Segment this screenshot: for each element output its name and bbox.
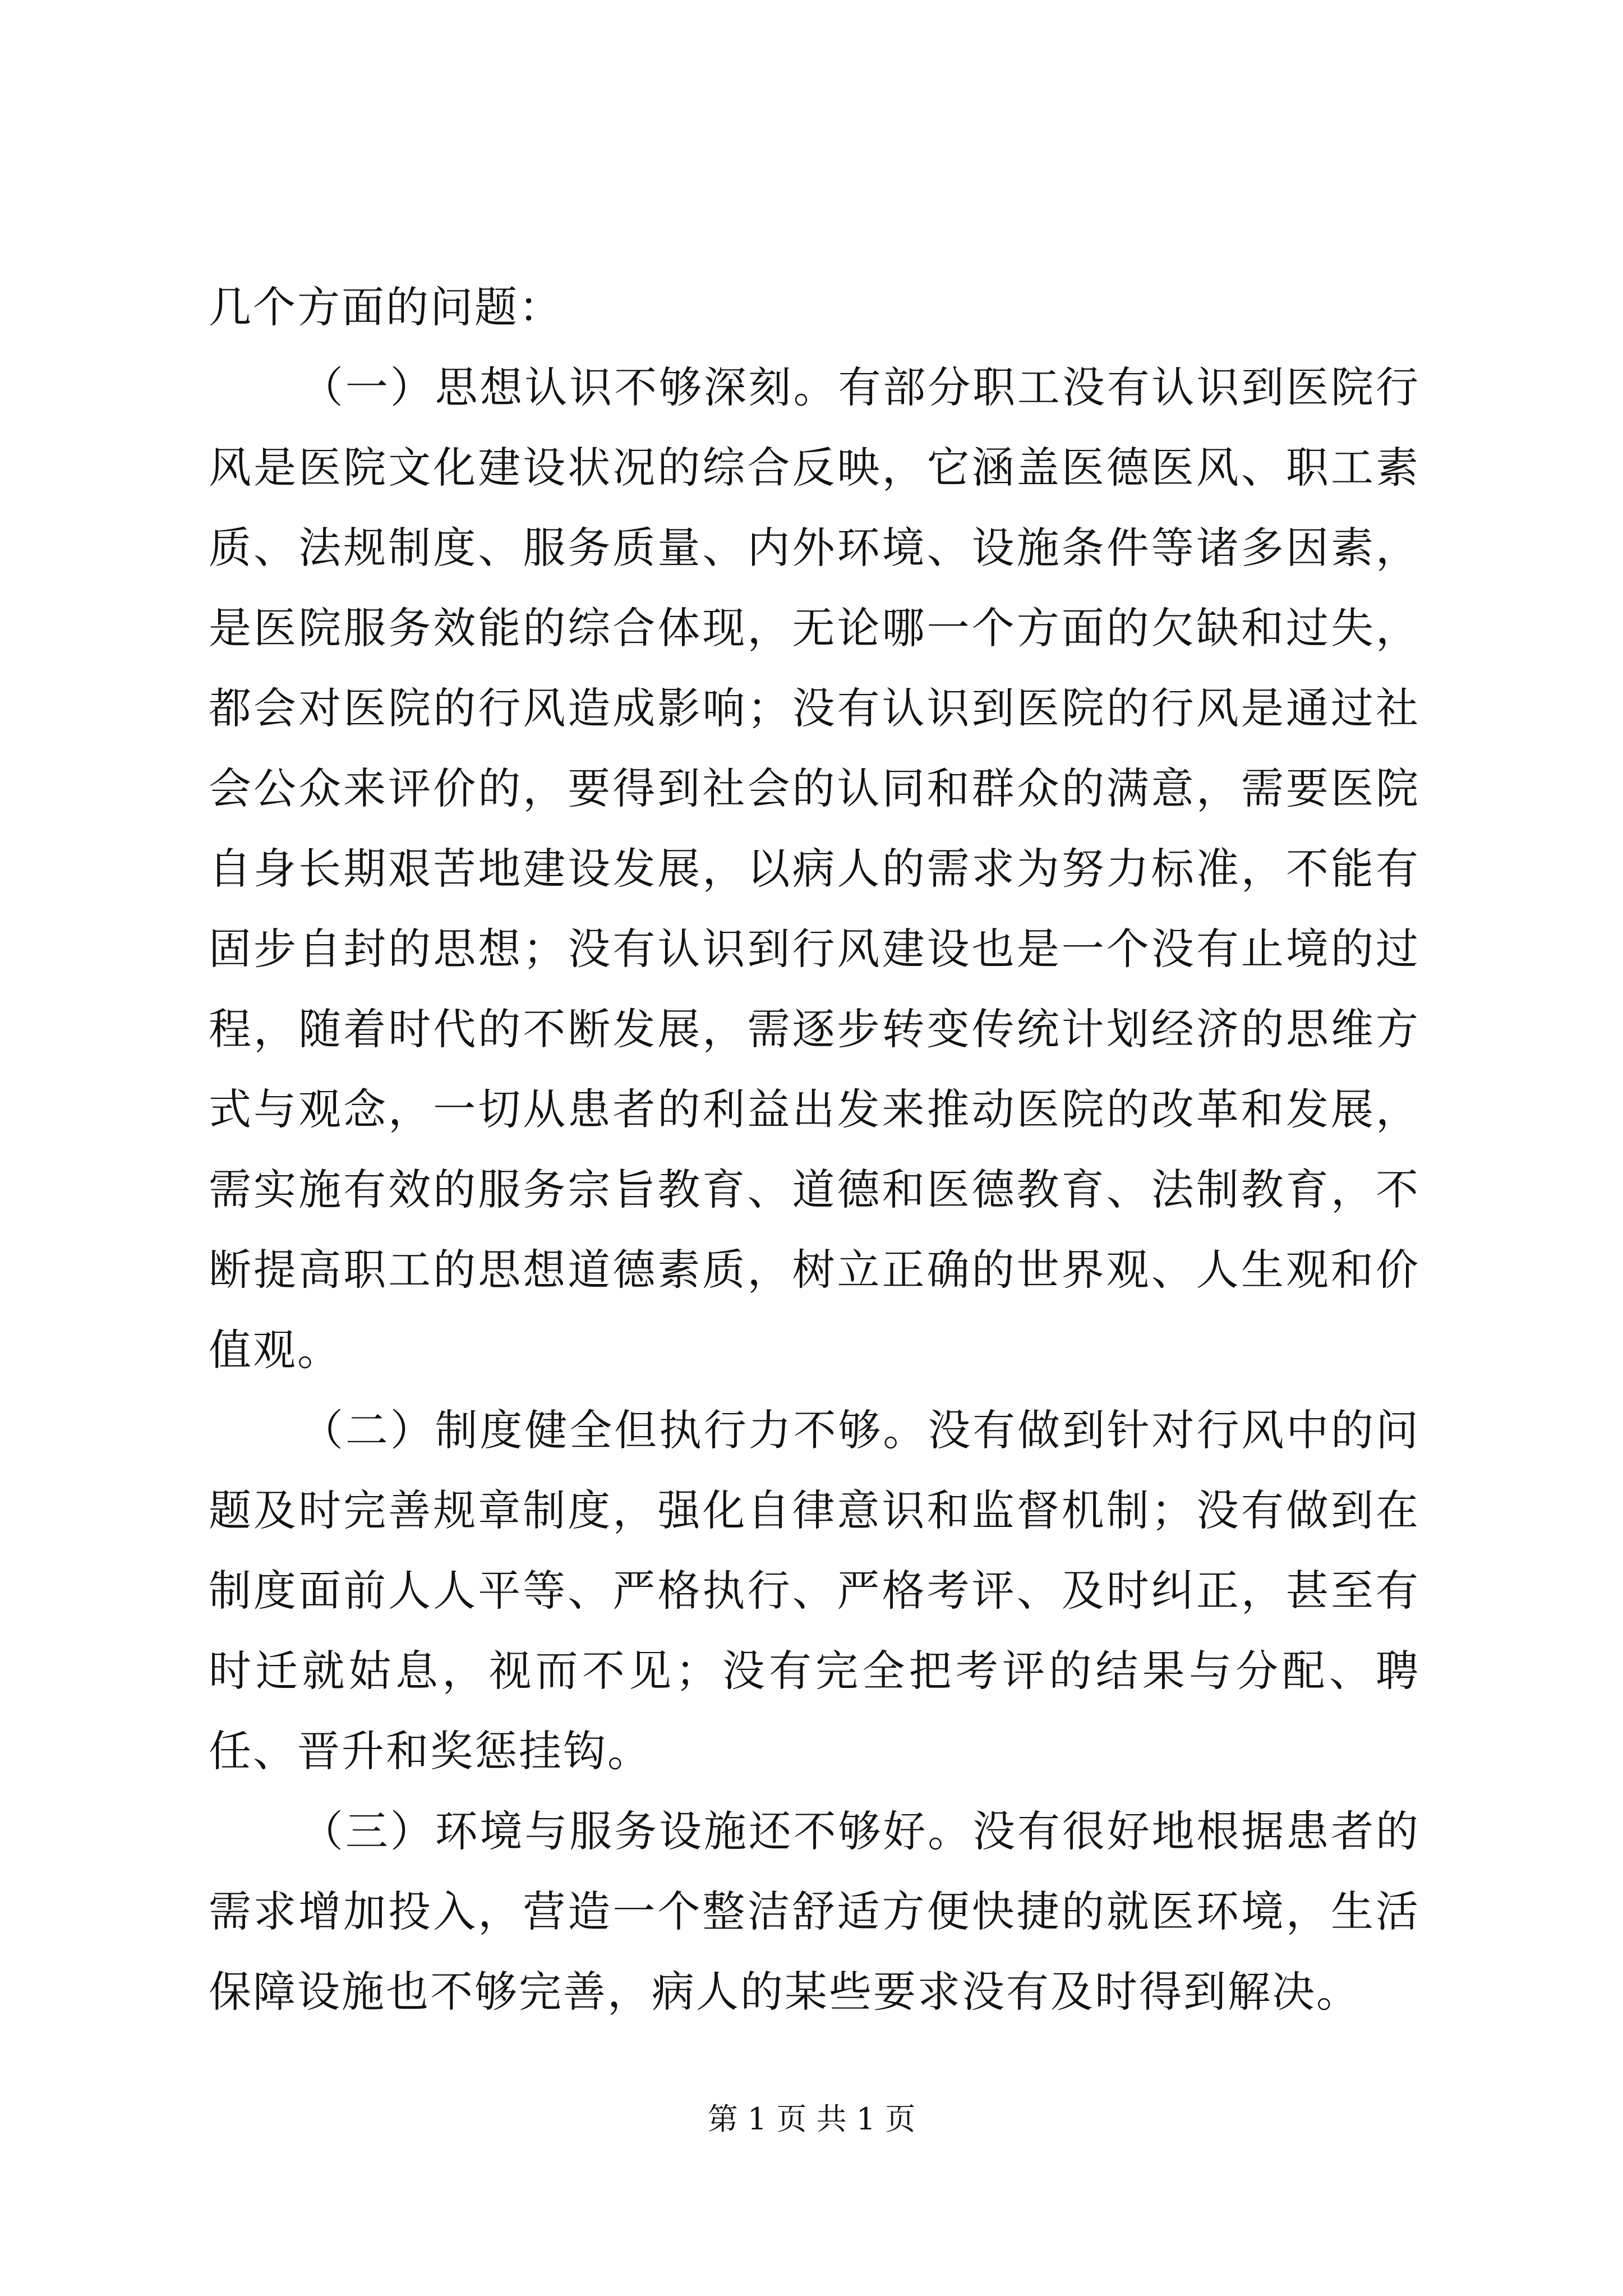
- paragraph-section-1: （一）思想认识不够深刻。有部分职工没有认识到医院行风是医院文化建设状况的综合反映，它涵盖医德医风、职工素质、法规制度、服务质量、内外环境、设施条件等诸多因素，是医院服务效能的综合体现，无论哪一个方面的欠缺和过失，都会对医院的行风造成影响；没有认识到医院的行风是通过社会公众来评价的，要得到社会的认同和群众的满意，需要医院自身长期艰苦地建设发展，以病人的需求为努力标准，不能有固步自封的思想；没有认识到行风建设也是一个没有止境的过程，随着时代的不断发展，需逐步转变传统计划经济的思维方式与观念，一切从患者的利益出发来推动医院的改革和发展，需实施有效的服务宗旨教育、道德和医德教育、法制教育，不断提高职工的思想道德素质，树立正确的世界观、人生观和价值观。: [209, 362, 1420, 1375]
- paragraph-section-2: （二）制度健全但执行力不够。没有做到针对行风中的问题及时完善规章制度，强化自律意识和监督机制；没有做到在制度面前人人平等、严格执行、严格考评、及时纠正，甚至有时迁就姑息，视而不见；没有完全把考评的结果与分配、聘任、晋升和奖惩挂钩。: [209, 1405, 1420, 1776]
- paragraph-section-3: （三）环境与服务设施还不够好。没有很好地根据患者的需求增加投入，营造一个整洁舒适方便快捷的就医环境，生活保障设施也不够完善，病人的某些要求没有及时得到解决。: [209, 1806, 1420, 2017]
- paragraph-intro: 几个方面的问题：: [209, 282, 563, 332]
- page-footer: 第 1 页 共 1 页: [707, 2101, 916, 2137]
- document-body: [209, 267, 1420, 2032]
